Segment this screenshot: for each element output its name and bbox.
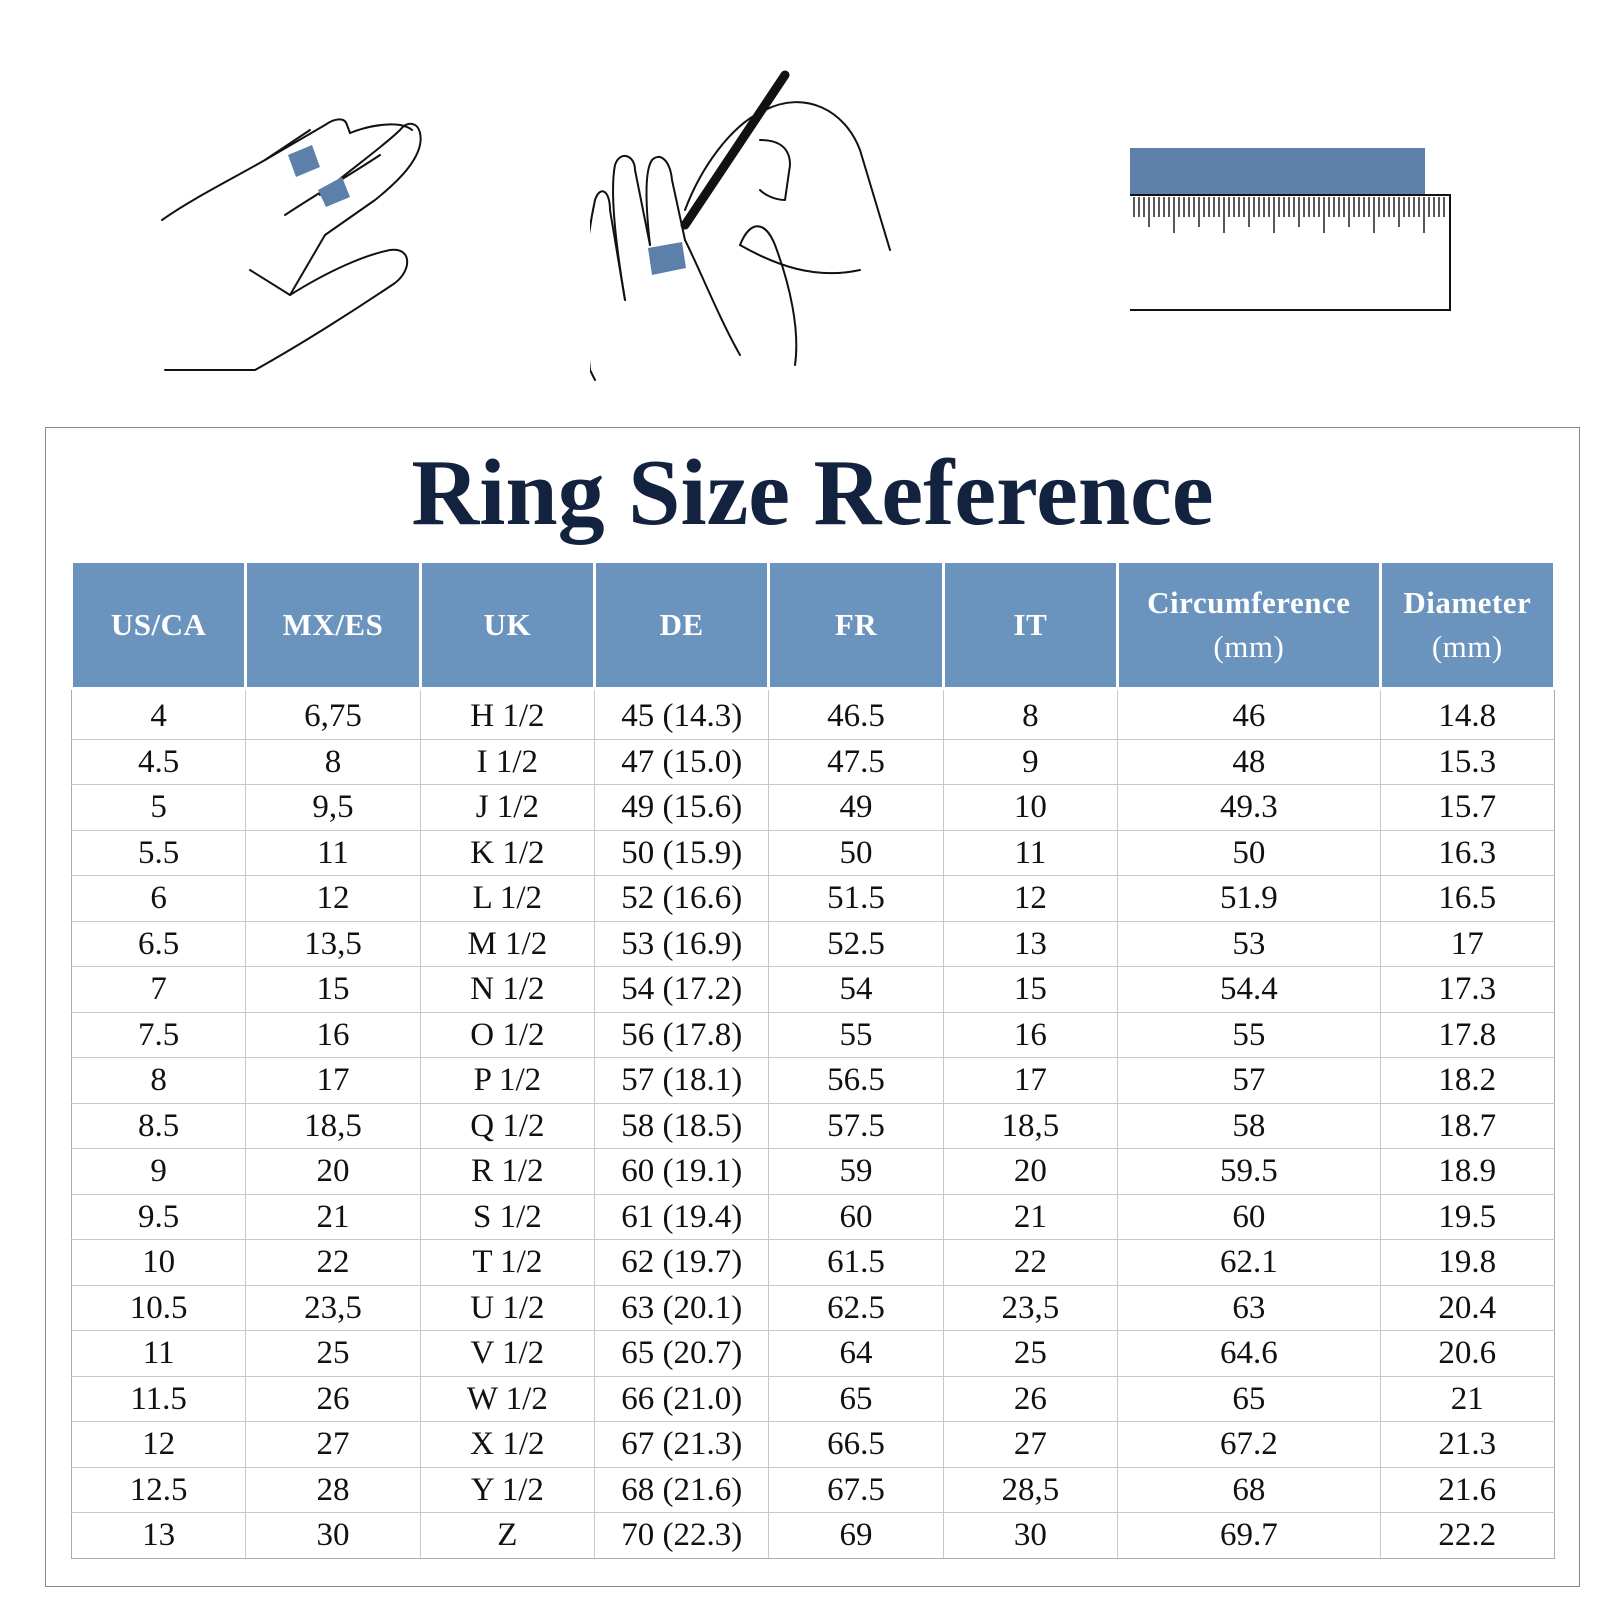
column-header [1118,562,1381,689]
table-cell: 15 [943,967,1117,1013]
table-cell: T 1/2 [420,1240,594,1286]
column-header-label: MX/ES [282,607,384,642]
table-cell: 47.5 [769,739,943,785]
table-row [72,1285,1555,1331]
table-cell: 8 [72,1058,246,1104]
table-cell: 16.5 [1380,876,1554,922]
table-cell: 48 [1118,739,1381,785]
table-cell: N 1/2 [420,967,594,1013]
table-cell: 55 [769,1012,943,1058]
table-row [72,1012,1555,1058]
table-cell: 17.8 [1380,1012,1554,1058]
table-cell: 23,5 [246,1285,420,1331]
table-cell: 60 [769,1194,943,1240]
table-cell: 62.5 [769,1285,943,1331]
table-cell: 20 [246,1149,420,1195]
table-cell: 63 [1118,1285,1381,1331]
table-cell: I 1/2 [420,739,594,785]
table-cell: 52.5 [769,921,943,967]
table-row [72,739,1555,785]
table-cell: 64.6 [1118,1331,1381,1377]
table-cell: W 1/2 [420,1376,594,1422]
table-cell: 12 [246,876,420,922]
table-cell: 65 [769,1376,943,1422]
table-cell: 14.8 [1380,689,1554,740]
table-cell: 61 (19.4) [595,1194,769,1240]
table-cell: 16 [246,1012,420,1058]
table-cell: 13,5 [246,921,420,967]
table-cell: 9.5 [72,1194,246,1240]
table-cell: 68 (21.6) [595,1467,769,1513]
table-cell: 51.9 [1118,876,1381,922]
table-cell: 70 (22.3) [595,1513,769,1559]
table-cell: 10 [72,1240,246,1286]
table-cell: 47 (15.0) [595,739,769,785]
hand-marking-finger-icon [590,70,910,390]
table-cell: 5.5 [72,830,246,876]
table-cell: 26 [943,1376,1117,1422]
table-cell: 17 [943,1058,1117,1104]
table-row [72,1513,1555,1559]
table-cell: 62.1 [1118,1240,1381,1286]
table-cell: M 1/2 [420,921,594,967]
table-row [72,876,1555,922]
column-header-label: Circumference [1147,585,1351,620]
table-row [72,1240,1555,1286]
table-cell: 67 (21.3) [595,1422,769,1468]
table-cell: 51.5 [769,876,943,922]
table-cell: 59 [769,1149,943,1195]
table-row [72,1058,1555,1104]
column-header-label: UK [483,607,532,642]
table-cell: 21 [246,1194,420,1240]
table-cell: 11 [943,830,1117,876]
table-cell: 9,5 [246,785,420,831]
table-cell: 22 [943,1240,1117,1286]
table-cell: 12 [943,876,1117,922]
table-cell: 57 (18.1) [595,1058,769,1104]
table-cell: 5 [72,785,246,831]
table-cell: 46 [1118,689,1381,740]
table-cell: 30 [943,1513,1117,1559]
table-cell: 30 [246,1513,420,1559]
table-cell: 20.6 [1380,1331,1554,1377]
table-cell: 27 [246,1422,420,1468]
column-header-label: DE [659,607,704,642]
table-cell: U 1/2 [420,1285,594,1331]
table-cell: 20.4 [1380,1285,1554,1331]
table-cell: 20 [943,1149,1117,1195]
table-cell: 60 (19.1) [595,1149,769,1195]
column-header [595,562,769,689]
table-cell: 9 [72,1149,246,1195]
table-cell: L 1/2 [420,876,594,922]
column-header [420,562,594,689]
table-cell: 57.5 [769,1103,943,1149]
table-cell: 10 [943,785,1117,831]
table-cell: 13 [72,1513,246,1559]
hand-with-string-icon [150,85,450,395]
table-cell: S 1/2 [420,1194,594,1240]
table-row [72,921,1555,967]
table-cell: 65 (20.7) [595,1331,769,1377]
table-cell: 27 [943,1422,1117,1468]
table-cell: 15.7 [1380,785,1554,831]
table-cell: 17 [1380,921,1554,967]
table-cell: 52 (16.6) [595,876,769,922]
table-cell: 8.5 [72,1103,246,1149]
table-cell: 18.9 [1380,1149,1554,1195]
table-cell: 53 [1118,921,1381,967]
table-cell: 21.3 [1380,1422,1554,1468]
table-cell: 46.5 [769,689,943,740]
table-row [72,830,1555,876]
table-cell: 8 [246,739,420,785]
table-cell: 53 (16.9) [595,921,769,967]
table-cell: 18,5 [246,1103,420,1149]
table-cell: 67.5 [769,1467,943,1513]
column-header-label: Diameter [1403,585,1532,620]
table-cell: 12 [72,1422,246,1468]
table-cell: X 1/2 [420,1422,594,1468]
table-cell: 50 (15.9) [595,830,769,876]
table-cell: 54 (17.2) [595,967,769,1013]
table-row [72,1103,1555,1149]
table-cell: 28 [246,1467,420,1513]
table-cell: 49.3 [1118,785,1381,831]
table-row [72,1331,1555,1377]
column-header-label: IT [1013,607,1048,642]
table-cell: 57 [1118,1058,1381,1104]
table-cell: 61.5 [769,1240,943,1286]
table-cell: 69 [769,1513,943,1559]
table-cell: 67.2 [1118,1422,1381,1468]
table-row [72,1467,1555,1513]
table-cell: 26 [246,1376,420,1422]
table-cell: 15 [246,967,420,1013]
table-cell: 11.5 [72,1376,246,1422]
table-cell: 4.5 [72,739,246,785]
table-cell: 58 [1118,1103,1381,1149]
table-cell: P 1/2 [420,1058,594,1104]
table-cell: 59.5 [1118,1149,1381,1195]
table-cell: 11 [246,830,420,876]
column-header [943,562,1117,689]
table-cell: 60 [1118,1194,1381,1240]
table-row [72,967,1555,1013]
table-cell: 25 [246,1331,420,1377]
column-header-unit: (mm) [1213,629,1285,664]
table-row [72,689,1555,740]
column-header [72,562,246,689]
table-cell: 18.2 [1380,1058,1554,1104]
column-header-label: FR [834,607,878,642]
table-cell: 12.5 [72,1467,246,1513]
table-cell: 6.5 [72,921,246,967]
table-row [72,1376,1555,1422]
table-cell: J 1/2 [420,785,594,831]
column-header [769,562,943,689]
table-cell: 50 [1118,830,1381,876]
table-cell: 10.5 [72,1285,246,1331]
table-cell: 17 [246,1058,420,1104]
column-header [1380,562,1554,689]
table-cell: 62 (19.7) [595,1240,769,1286]
table-row [72,785,1555,831]
table-cell: 23,5 [943,1285,1117,1331]
table-cell: 54 [769,967,943,1013]
ring-size-table [70,560,1556,1559]
table-cell: 18.7 [1380,1103,1554,1149]
table-row [72,1422,1555,1468]
table-cell: 7 [72,967,246,1013]
table-cell: 21.6 [1380,1467,1554,1513]
table-row [72,1149,1555,1195]
table-header-row [72,562,1555,689]
table-cell: V 1/2 [420,1331,594,1377]
table-cell: 54.4 [1118,967,1381,1013]
table-cell: 55 [1118,1012,1381,1058]
table-cell: 16.3 [1380,830,1554,876]
table-body [72,689,1555,1559]
table-cell: 18,5 [943,1103,1117,1149]
page-title: Ring Size Reference [411,441,1214,545]
table-cell: 15.3 [1380,739,1554,785]
table-cell: O 1/2 [420,1012,594,1058]
table-cell: 50 [769,830,943,876]
table-cell: 66 (21.0) [595,1376,769,1422]
table-cell: 22 [246,1240,420,1286]
table-cell: 19.5 [1380,1194,1554,1240]
table-cell: 16 [943,1012,1117,1058]
table-cell: 68 [1118,1467,1381,1513]
table-cell: 17.3 [1380,967,1554,1013]
table-cell: Q 1/2 [420,1103,594,1149]
table-cell: 58 (18.5) [595,1103,769,1149]
table-cell: 56.5 [769,1058,943,1104]
table-cell: 45 (14.3) [595,689,769,740]
table-cell: 69.7 [1118,1513,1381,1559]
table-cell: 4 [72,689,246,740]
table-cell: 21 [943,1194,1117,1240]
table-cell: 22.2 [1380,1513,1554,1559]
table-cell: 21 [1380,1376,1554,1422]
table-cell: Z [420,1513,594,1559]
table-cell: 63 (20.1) [595,1285,769,1331]
table-cell: 49 [769,785,943,831]
table-cell: 13 [943,921,1117,967]
column-header-label: US/CA [110,607,207,642]
table-cell: 6,75 [246,689,420,740]
table-cell: K 1/2 [420,830,594,876]
table-row [72,1194,1555,1240]
table-cell: 7.5 [72,1012,246,1058]
table-cell: 19.8 [1380,1240,1554,1286]
table-cell: 66.5 [769,1422,943,1468]
column-header [246,562,420,689]
table-cell: R 1/2 [420,1149,594,1195]
table-cell: H 1/2 [420,689,594,740]
table-cell: 49 (15.6) [595,785,769,831]
table-cell: 28,5 [943,1467,1117,1513]
table-cell: 11 [72,1331,246,1377]
table-cell: 6 [72,876,246,922]
ruler-measure-icon [1130,145,1490,325]
table-cell: 65 [1118,1376,1381,1422]
table-cell: 56 (17.8) [595,1012,769,1058]
table-cell: Y 1/2 [420,1467,594,1513]
table-cell: 25 [943,1331,1117,1377]
ring-size-card [45,427,1580,1587]
table-cell: 9 [943,739,1117,785]
column-header-unit: (mm) [1431,629,1503,664]
table-cell: 64 [769,1331,943,1377]
table-cell: 8 [943,689,1117,740]
